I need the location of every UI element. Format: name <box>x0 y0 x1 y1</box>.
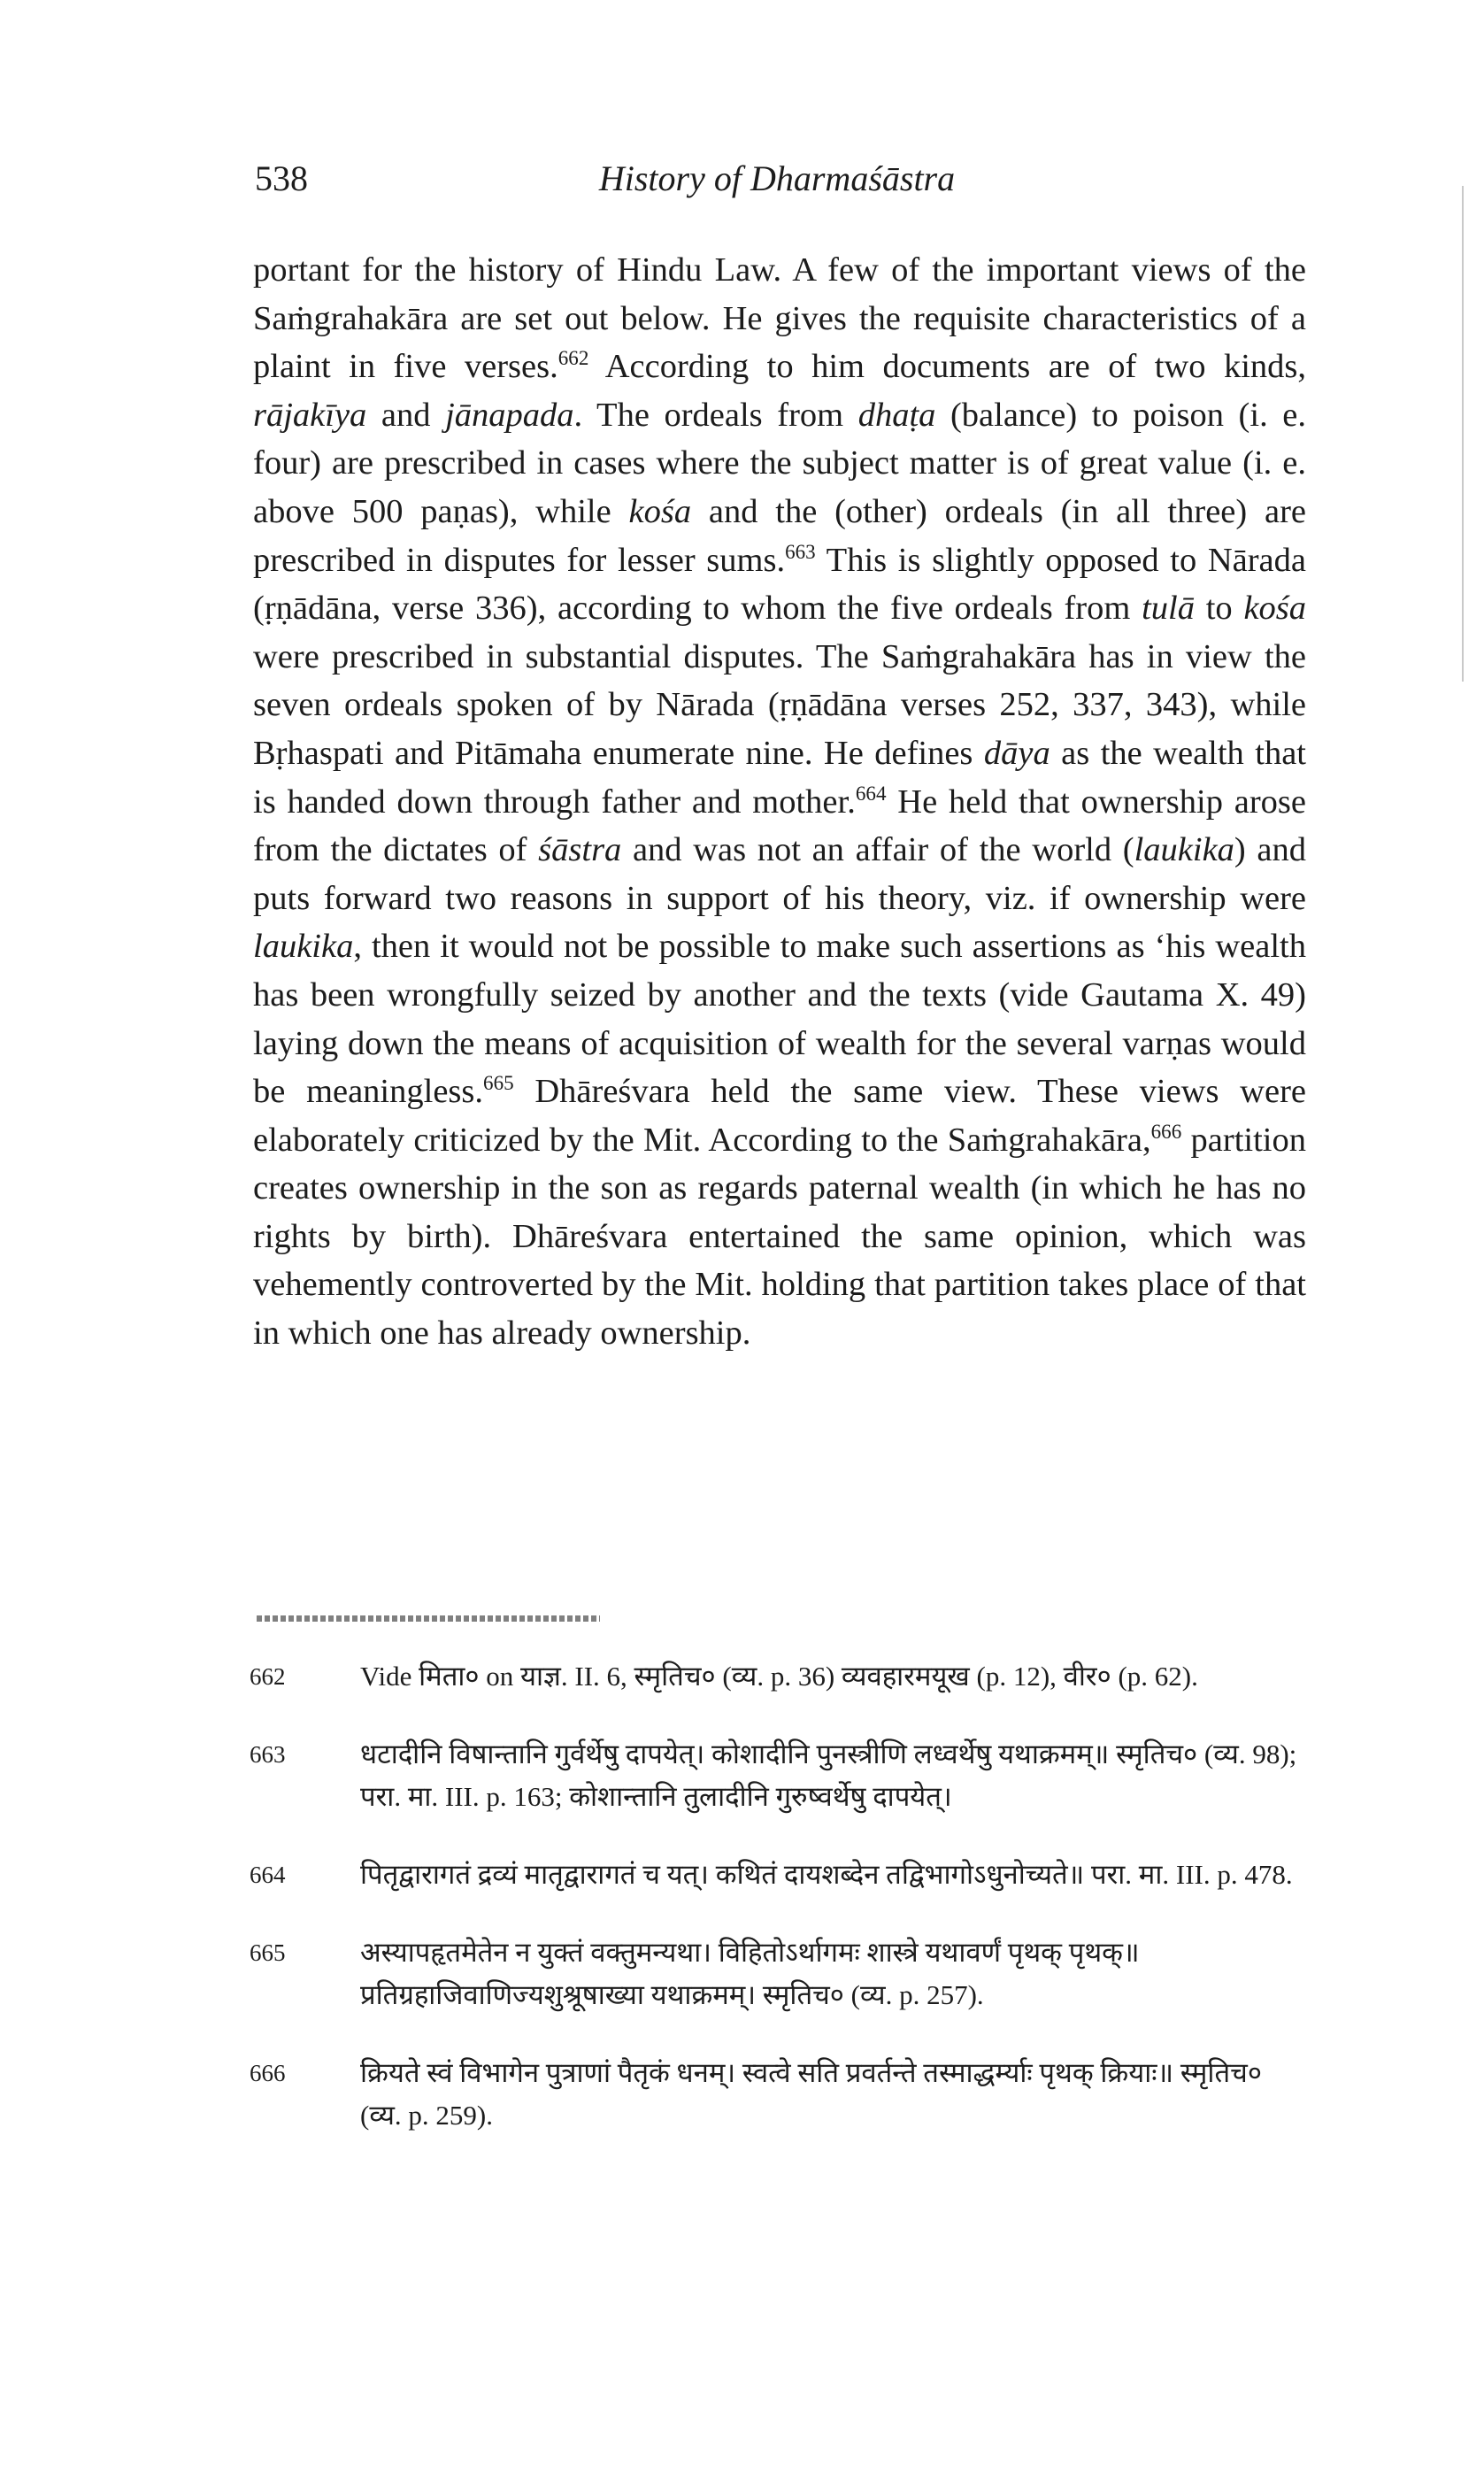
page-number: 538 <box>255 158 308 198</box>
footnote <box>250 1854 1307 1896</box>
term: rājakīya <box>253 396 367 434</box>
running-title: History of Dharmaśāstra <box>598 158 956 198</box>
footnote-number: 664 <box>250 1862 286 1888</box>
term: laukika <box>253 928 354 966</box>
term: tulā <box>1142 590 1195 628</box>
footnote-text: अस्यापहृतमेतेन न युक्तं वक्तुमन्यथा। विहितोऽर्थागमः शास्त्रे यथावर्णं पृथक् पृथक्॥ प्रतिग्रहाजिवाणिज्यशुश्रूषाख्या यथाक्रमम्। स्मृतिच० (व्य. p. 257). <box>360 1937 1140 2010</box>
body-text <box>253 246 1306 1358</box>
footnote-text: पितृद्वारागतं द्रव्यं मातृद्वारागतं च यत्। कथितं दायशब्देन तद्विभागोऽधुनोच्यते॥ परा. मा. III. p. 478. <box>360 1859 1293 1890</box>
footnote-divider <box>257 1615 600 1622</box>
footnote-ref: 665 <box>483 1071 514 1095</box>
term: śāstra <box>538 831 622 869</box>
footnote-number: 663 <box>250 1741 286 1768</box>
page-header <box>255 158 1299 211</box>
footnote-ref: 666 <box>1150 1119 1182 1143</box>
footnote <box>250 1655 1307 1698</box>
scan-margin-line <box>1462 186 1464 682</box>
body-paragraph: portant for the history of Hindu Law. A few of the important views of the Saṁgrahakāra are set out below. He gives the requisite characteristics of a plaint in five verses.$^{662}$ According to him documents are of two kinds, rājakīya and jānapada. The ordeals from dhaṭa (balance) to poison (i. e. four) are prescribed in cases where the subject matter is of great value (i. e. above 500 paṇas), while kośa and the (other) ordeals (in all three) are prescribed in disputes for lesser sums.$^{663}$ This is slightly opposed to Nārada (ṛṇādāna, verse 336), according to whom the five ordeals from tulā to kośa were prescribed in substantial disputes. The Saṁgrahakāra has in view the seven ordeals spoken of by Nārada (ṛṇādāna verses 252, 337, 343), while Bṛhaspati and Pitāmaha enumerate nine. He defines dāya as the wealth that is handed down through father and mother.$^{664}$ He held that ownership arose from the dictates of śāstra and was not an affair of the world (laukika) and puts forward two reasons in support of his theory, viz. if ownership were laukika, then it would not be possible to make such assertions as ‘his wealth has been wrongfully seized by another and the texts (vide Gautama X. 49) laying down the means of acquisition of wealth for the several varṇas would be meaningless.$^{665}$ Dhāreśvara held the same view. These views were elaborately criticized by the Mit. According to the Saṁgrahakāra,$^{666}$ partition creates ownership in the son as regards paternal wealth (in which he has no rights by birth). Dhāreśvara entertained the same opinion, which was vehemently controverted by the Mit. holding that partition takes place of that in which one has already ownership. <box>253 251 1307 1353</box>
footnote-ref: 662 <box>557 346 589 370</box>
footnote <box>250 1931 1307 2016</box>
footnote-ref: 664 <box>855 781 887 805</box>
footnote <box>250 2052 1307 2137</box>
footnote-text: Vide मिता० on याज्ञ. II. 6, स्मृतिच० (व्य. p. 36) व्यवहारमयूख (p. 12), वीर० (p. 62). <box>360 1661 1198 1692</box>
footnote-number: 665 <box>250 1939 286 1966</box>
footnote-number: 662 <box>250 1663 286 1690</box>
footnotes <box>250 1655 1307 2172</box>
term: kośa <box>1243 590 1307 628</box>
footnote-number: 666 <box>250 2060 286 2086</box>
footnote-text: क्रियते स्वं विभागेन पुत्राणां पैतृकं धनम्। स्वत्वे सति प्रवर्तन्ते तस्माद्धर्म्याः पृथक् क्रियाः॥ स्मृतिच० (व्य. p. 259). <box>360 2057 1262 2131</box>
footnote <box>250 1733 1307 1818</box>
term: laukika <box>1134 831 1234 869</box>
term: kośa <box>628 492 692 530</box>
term: dāya <box>983 734 1050 772</box>
term: dhaṭa <box>857 396 936 434</box>
term: jānapada <box>445 396 574 434</box>
footnote-ref: 663 <box>785 539 816 563</box>
footnote-text: धटादीनि विषान्तानि गुर्वर्थेषु दापयेत्। कोशादीनि पुनस्त्रीणि लध्वर्थेषु यथाक्रमम्॥ स्मृतिच० (व्य. 98); परा. मा. III. p. 163; कोशान्तानि तुलादीनि गुरुष्वर्थेषु दापयेत्। <box>360 1738 1297 1812</box>
